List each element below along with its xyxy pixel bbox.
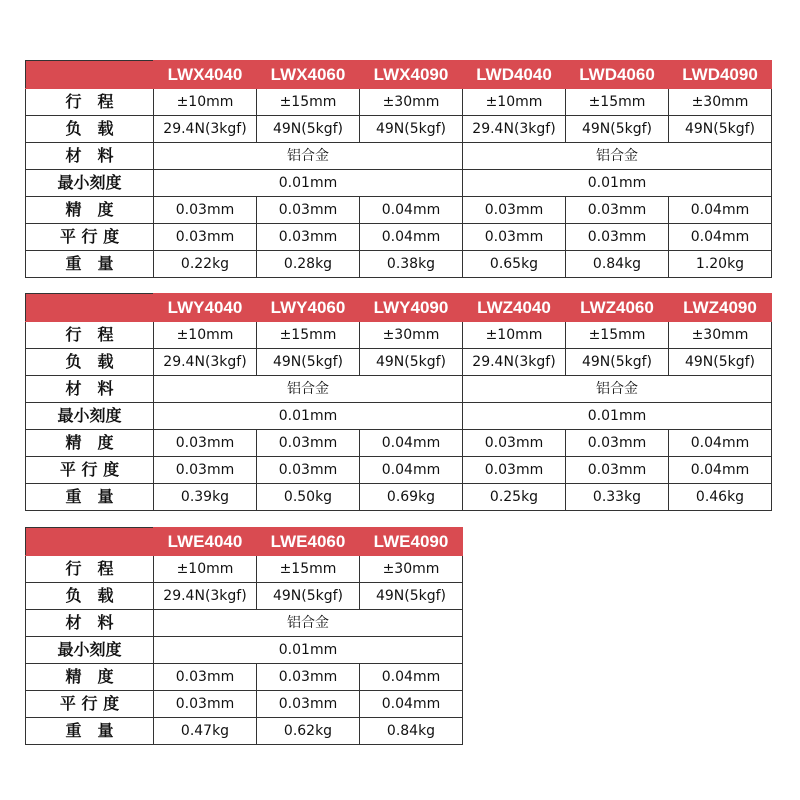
precision-value: 0.03mm — [566, 430, 669, 457]
model-header: LWD4060 — [566, 61, 669, 89]
parallelism-value: 0.03mm — [566, 224, 669, 251]
spec-table-lwe — [25, 527, 463, 745]
weight-value: 0.33kg — [566, 484, 669, 511]
parallelism-value: 0.03mm — [257, 691, 360, 718]
weight-value: 0.84kg — [566, 251, 669, 278]
parallelism-value: 0.03mm — [463, 224, 566, 251]
parallelism-row — [26, 457, 772, 484]
min-scale-row — [26, 403, 772, 430]
model-header: LWE4090 — [360, 528, 463, 556]
model-header: LWZ4040 — [463, 294, 566, 322]
spec-table-lwy-lwz — [25, 293, 772, 511]
load-value: 29.4N(3kgf) — [463, 116, 566, 143]
model-header: LWX4060 — [257, 61, 360, 89]
header-blank — [26, 528, 154, 556]
header-blank — [26, 61, 154, 89]
weight-label: 重 量 — [26, 251, 154, 278]
material-value: 铝合金 — [463, 376, 772, 403]
model-header: LWX4090 — [360, 61, 463, 89]
model-header: LWZ4090 — [669, 294, 772, 322]
precision-label: 精 度 — [26, 664, 154, 691]
parallelism-row — [26, 691, 463, 718]
stroke-value: ±15mm — [257, 89, 360, 116]
min-scale-label: 最小刻度 — [26, 403, 154, 430]
load-value: 49N(5kgf) — [669, 349, 772, 376]
parallelism-value: 0.04mm — [669, 224, 772, 251]
material-label: 材 料 — [26, 610, 154, 637]
load-value: 49N(5kgf) — [257, 349, 360, 376]
stroke-value: ±30mm — [669, 89, 772, 116]
header-row — [26, 61, 772, 89]
material-value: 铝合金 — [154, 610, 463, 637]
weight-label: 重 量 — [26, 718, 154, 745]
stroke-value: ±30mm — [360, 89, 463, 116]
parallelism-value: 0.04mm — [360, 457, 463, 484]
model-header: LWD4040 — [463, 61, 566, 89]
parallelism-value: 0.04mm — [669, 457, 772, 484]
weight-value: 0.47kg — [154, 718, 257, 745]
weight-value: 0.50kg — [257, 484, 360, 511]
stroke-value: ±10mm — [154, 89, 257, 116]
stroke-value: ±15mm — [566, 89, 669, 116]
load-value: 49N(5kgf) — [360, 116, 463, 143]
weight-value: 0.22kg — [154, 251, 257, 278]
weight-value: 0.28kg — [257, 251, 360, 278]
weight-value: 0.69kg — [360, 484, 463, 511]
header-blank — [26, 294, 154, 322]
parallelism-label: 平 行 度 — [26, 691, 154, 718]
model-header: LWD4090 — [669, 61, 772, 89]
precision-value: 0.03mm — [463, 430, 566, 457]
weight-row — [26, 251, 772, 278]
stroke-value: ±15mm — [257, 556, 360, 583]
parallelism-label: 平 行 度 — [26, 457, 154, 484]
load-row — [26, 583, 463, 610]
weight-label: 重 量 — [26, 484, 154, 511]
spec-table-lwx-lwd — [25, 60, 772, 278]
parallelism-value: 0.03mm — [154, 457, 257, 484]
min-scale-value: 0.01mm — [154, 637, 463, 664]
load-value: 29.4N(3kgf) — [154, 116, 257, 143]
weight-value: 0.38kg — [360, 251, 463, 278]
precision-value: 0.03mm — [463, 197, 566, 224]
model-header: LWY4040 — [154, 294, 257, 322]
precision-value: 0.04mm — [669, 197, 772, 224]
stroke-value: ±30mm — [360, 556, 463, 583]
precision-value: 0.04mm — [360, 664, 463, 691]
min-scale-row — [26, 637, 463, 664]
stroke-value: ±30mm — [669, 322, 772, 349]
load-row — [26, 349, 772, 376]
stroke-row — [26, 556, 463, 583]
parallelism-value: 0.03mm — [463, 457, 566, 484]
material-label: 材 料 — [26, 376, 154, 403]
precision-label: 精 度 — [26, 430, 154, 457]
model-header: LWY4060 — [257, 294, 360, 322]
parallelism-value: 0.03mm — [257, 224, 360, 251]
load-value: 29.4N(3kgf) — [463, 349, 566, 376]
weight-value: 0.62kg — [257, 718, 360, 745]
load-value: 49N(5kgf) — [360, 583, 463, 610]
model-header: LWX4040 — [154, 61, 257, 89]
stroke-row — [26, 322, 772, 349]
parallelism-value: 0.03mm — [566, 457, 669, 484]
precision-value: 0.03mm — [154, 664, 257, 691]
load-row — [26, 116, 772, 143]
load-value: 49N(5kgf) — [566, 349, 669, 376]
min-scale-label: 最小刻度 — [26, 637, 154, 664]
min-scale-label: 最小刻度 — [26, 170, 154, 197]
parallelism-row — [26, 224, 772, 251]
precision-row — [26, 430, 772, 457]
weight-value: 0.46kg — [669, 484, 772, 511]
model-header: LWE4060 — [257, 528, 360, 556]
material-value: 铝合金 — [154, 143, 463, 170]
header-row — [26, 528, 463, 556]
precision-value: 0.03mm — [257, 197, 360, 224]
stroke-label: 行 程 — [26, 89, 154, 116]
parallelism-value: 0.04mm — [360, 224, 463, 251]
precision-value: 0.04mm — [360, 197, 463, 224]
parallelism-value: 0.04mm — [360, 691, 463, 718]
load-value: 49N(5kgf) — [669, 116, 772, 143]
model-header: LWE4040 — [154, 528, 257, 556]
precision-value: 0.03mm — [154, 197, 257, 224]
stroke-value: ±15mm — [566, 322, 669, 349]
load-label: 负 载 — [26, 583, 154, 610]
stroke-value: ±10mm — [154, 556, 257, 583]
weight-row — [26, 484, 772, 511]
min-scale-value: 0.01mm — [463, 403, 772, 430]
parallelism-value: 0.03mm — [154, 691, 257, 718]
load-value: 49N(5kgf) — [360, 349, 463, 376]
parallelism-label: 平 行 度 — [26, 224, 154, 251]
precision-value: 0.03mm — [257, 430, 360, 457]
stroke-value: ±10mm — [154, 322, 257, 349]
material-value: 铝合金 — [154, 376, 463, 403]
stroke-row — [26, 89, 772, 116]
load-value: 49N(5kgf) — [566, 116, 669, 143]
stroke-value: ±10mm — [463, 322, 566, 349]
load-value: 29.4N(3kgf) — [154, 583, 257, 610]
stroke-value: ±10mm — [463, 89, 566, 116]
load-value: 49N(5kgf) — [257, 583, 360, 610]
precision-value: 0.04mm — [669, 430, 772, 457]
min-scale-row — [26, 170, 772, 197]
material-label: 材 料 — [26, 143, 154, 170]
weight-value: 0.25kg — [463, 484, 566, 511]
stroke-label: 行 程 — [26, 322, 154, 349]
min-scale-value: 0.01mm — [463, 170, 772, 197]
parallelism-value: 0.03mm — [154, 224, 257, 251]
model-header: LWZ4060 — [566, 294, 669, 322]
stroke-value: ±15mm — [257, 322, 360, 349]
min-scale-value: 0.01mm — [154, 170, 463, 197]
precision-value: 0.04mm — [360, 430, 463, 457]
weight-value: 0.84kg — [360, 718, 463, 745]
load-label: 负 载 — [26, 349, 154, 376]
weight-value: 0.39kg — [154, 484, 257, 511]
parallelism-value: 0.03mm — [257, 457, 360, 484]
precision-label: 精 度 — [26, 197, 154, 224]
weight-row — [26, 718, 463, 745]
stroke-value: ±30mm — [360, 322, 463, 349]
precision-row — [26, 664, 463, 691]
load-label: 负 载 — [26, 116, 154, 143]
header-row — [26, 294, 772, 322]
model-header: LWY4090 — [360, 294, 463, 322]
weight-value: 0.65kg — [463, 251, 566, 278]
load-value: 29.4N(3kgf) — [154, 349, 257, 376]
precision-value: 0.03mm — [154, 430, 257, 457]
precision-value: 0.03mm — [566, 197, 669, 224]
stroke-label: 行 程 — [26, 556, 154, 583]
precision-value: 0.03mm — [257, 664, 360, 691]
material-row — [26, 376, 772, 403]
weight-value: 1.20kg — [669, 251, 772, 278]
material-value: 铝合金 — [463, 143, 772, 170]
material-row — [26, 610, 463, 637]
material-row — [26, 143, 772, 170]
min-scale-value: 0.01mm — [154, 403, 463, 430]
precision-row — [26, 197, 772, 224]
load-value: 49N(5kgf) — [257, 116, 360, 143]
